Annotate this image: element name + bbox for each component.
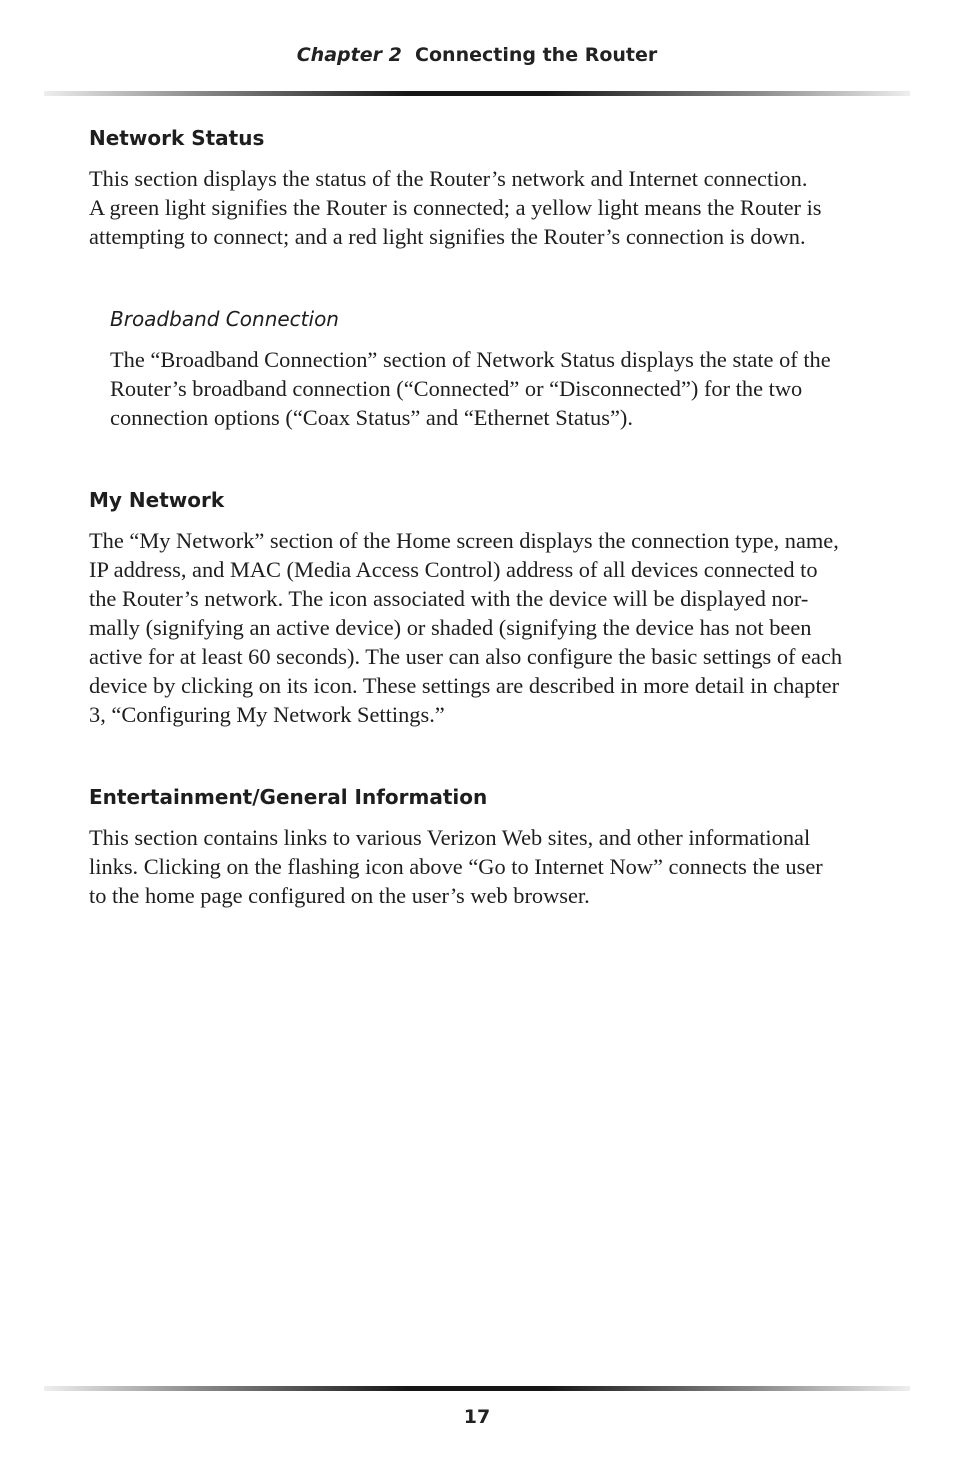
section-body bbox=[89, 823, 879, 910]
text-line: Router’s broadband connection (“Connected” or “Disconnected”) for the two bbox=[110, 376, 803, 401]
text-line: device by clicking on its icon. These settings are described in more detail in chapter bbox=[89, 673, 840, 698]
header-rule bbox=[44, 91, 910, 96]
text-line: attempting to connect; and a red light signifies the Router’s connection is down. bbox=[89, 224, 806, 249]
chapter-title: Connecting the Router bbox=[415, 44, 658, 66]
section-heading: Entertainment/General Information bbox=[89, 785, 488, 809]
subsection-broadband-connection bbox=[110, 307, 880, 432]
text-line: mally (signifying an active device) or shaded (signifying the device has not been bbox=[89, 615, 812, 640]
page-number: 17 bbox=[463, 1406, 491, 1428]
section-network-status bbox=[89, 126, 879, 251]
text-line: 3, “Configuring My Network Settings.” bbox=[89, 702, 445, 727]
text-line: A green light signifies the Router is connected; a yellow light means the Router is bbox=[89, 195, 822, 220]
text-line: The “My Network” section of the Home screen displays the connection type, name, bbox=[89, 528, 839, 553]
text-line: The “Broadband Connection” section of Network Status displays the state of the bbox=[110, 347, 831, 372]
text-line: This section contains links to various Verizon Web sites, and other informational bbox=[89, 825, 811, 850]
footer-rule bbox=[44, 1386, 910, 1391]
section-body bbox=[89, 164, 879, 251]
section-my-network bbox=[89, 488, 879, 729]
chapter-label: Chapter 2 bbox=[296, 44, 402, 66]
section-body bbox=[89, 526, 879, 729]
subsection-heading: Broadband Connection bbox=[110, 307, 339, 331]
text-line: to the home page configured on the user’s web browser. bbox=[89, 883, 590, 908]
text-line: the Router’s network. The icon associated with the device will be displayed nor- bbox=[89, 586, 809, 611]
running-head bbox=[0, 44, 954, 66]
page-content bbox=[89, 126, 879, 966]
text-line: IP address, and MAC (Media Access Control) address of all devices connected to bbox=[89, 557, 818, 582]
section-body bbox=[110, 345, 880, 432]
text-line: active for at least 60 seconds). The user can also configure the basic settings of each bbox=[89, 644, 843, 669]
section-heading: Network Status bbox=[89, 126, 265, 150]
text-line: This section displays the status of the Router’s network and Internet connection. bbox=[89, 166, 808, 191]
text-line: connection options (“Coax Status” and “Ethernet Status”). bbox=[110, 405, 633, 430]
text-line: links. Clicking on the flashing icon above “Go to Internet Now” connects the user bbox=[89, 854, 823, 879]
section-heading: My Network bbox=[89, 488, 225, 512]
section-entertainment-general-information bbox=[89, 785, 879, 910]
